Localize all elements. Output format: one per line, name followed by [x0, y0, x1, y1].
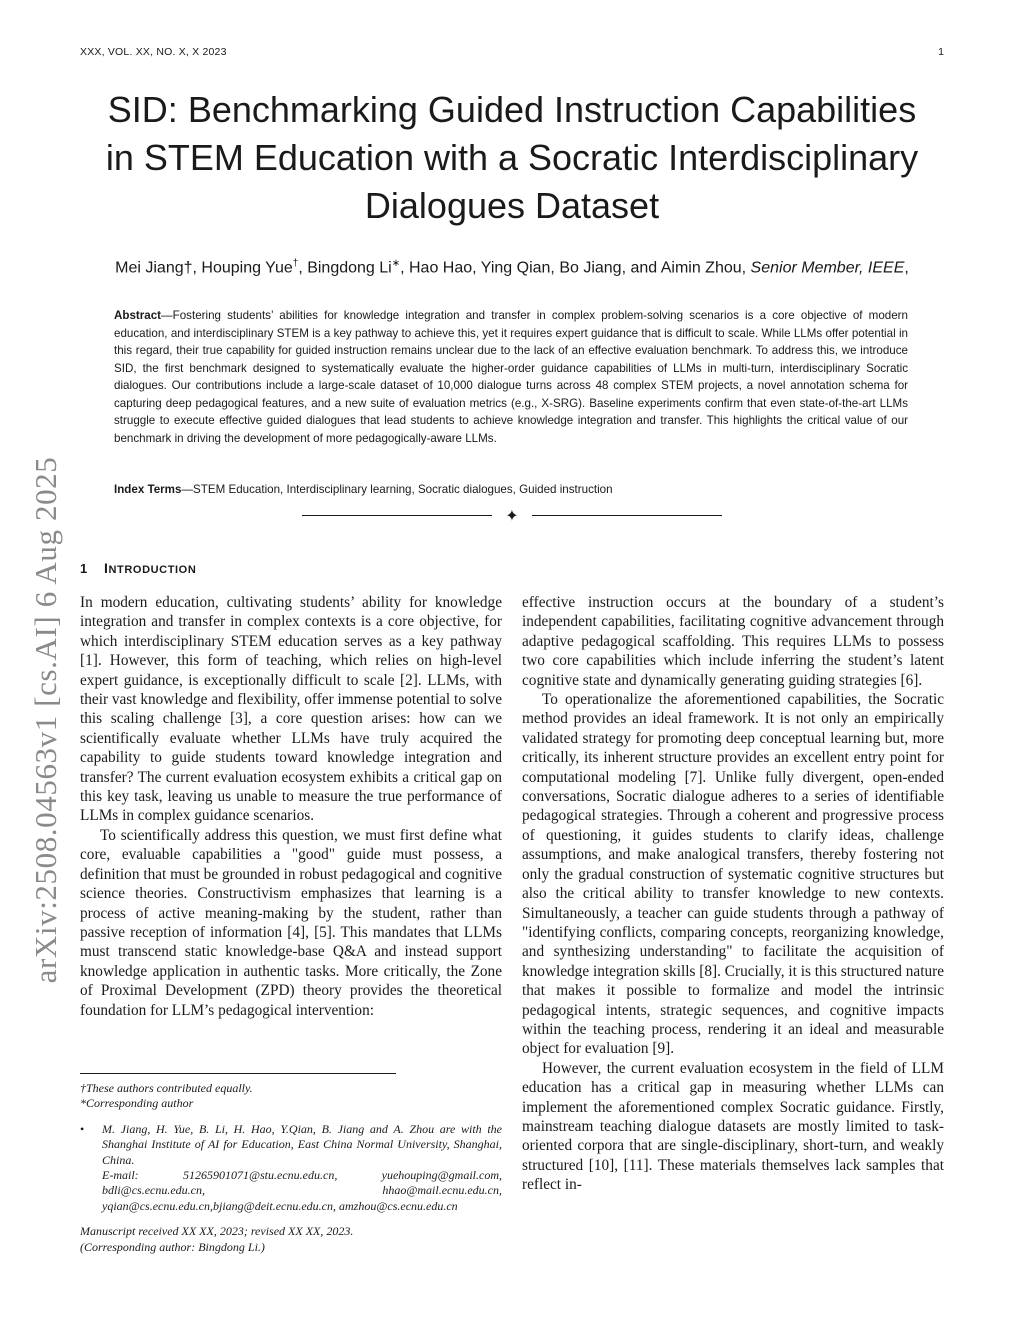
footnote-equal-contribution: †These authors contributed equally.	[80, 1081, 253, 1095]
section-divider	[302, 506, 722, 526]
dagger-mark: †	[292, 258, 299, 269]
arxiv-identifier[interactable]: arXiv:2508.04563v1 [cs.AI] 6 Aug 2025	[28, 456, 63, 984]
title-line: SID: Benchmarking Guided Instruction Capabilities	[107, 89, 917, 130]
divider-ornament-icon: ✦	[505, 506, 519, 525]
footnote-corresponding: *Corresponding author	[80, 1096, 194, 1111]
footnote-affiliation-item	[80, 1122, 502, 1214]
footnote-affiliation: M. Jiang, H. Yue, B. Li, H. Hao, Y.Qian, B. Jiang and A. Zhou are with the Shanghai Institute of AI for Education, East China Normal University, Shanghai, China.	[102, 1121, 502, 1167]
footnote-rule	[80, 1073, 396, 1074]
section-heading	[80, 560, 196, 576]
paragraph: In modern education, cultivating students’ ability for knowledge integration and transfer in complex contexts is a core objective, for which interdisciplinary STEM education serves as a key pathway [1]. However, this form of teaching, which relies on high-level expert guidance, is exceptionally difficult to scale [2]. LLMs, with their vast knowledge and flexibility, offer immense potential to solve this scaling challenge [3], a core question arises: how can we scientifically evaluate whether LLMs have truly acquired the capability to guide students toward knowledge integration and transfer? The current evaluation ecosystem exhibits a critical gap on this key task, leaving us unable to measure the true performance of LLMs in complex guidance scenarios.	[80, 594, 502, 825]
section-title-initial: I	[104, 560, 109, 576]
footnote-manuscript: Manuscript received XX XX, 2023; revised XX XX, 2023.	[80, 1224, 354, 1239]
section-number: 1	[80, 561, 88, 576]
title-line: in STEM Education with a Socratic Interdisciplinary	[105, 137, 919, 178]
divider-line	[302, 515, 492, 516]
footnotes	[80, 1081, 502, 1255]
authors-part: Mei Jiang†, Houping Yue	[115, 259, 293, 277]
right-column	[522, 593, 944, 1195]
section-title-rest: NTRODUCTION	[108, 564, 197, 576]
authors-part: ,	[904, 259, 909, 277]
author-role: Senior Member, IEEE	[750, 259, 905, 277]
index-terms-label: Index Terms	[114, 483, 182, 496]
author-list	[80, 258, 944, 277]
running-head: XXX, VOL. XX, NO. X, X 2023	[80, 46, 227, 58]
index-terms-text: —STEM Education, Interdisciplinary learning, Socratic dialogues, Guided instruction	[181, 483, 613, 496]
paragraph: effective instruction occurs at the boundary of a student’s independent capabilities, facilitating cognitive advancement through adaptive pedagogical scaffolding. This requires LLMs to possess two core capabilities which include inferring the student’s latent cognitive state and dynamically generating guiding strategies [6].	[522, 594, 944, 689]
index-terms	[114, 481, 908, 499]
title-line: Dialogues Dataset	[364, 185, 660, 226]
page-number: 1	[938, 46, 944, 58]
footnote-corresponding-author: (Corresponding author: Bingdong Li.)	[80, 1239, 265, 1254]
footnote-emails: E-mail: 51265901071@stu.ecnu.edu.cn, yuehouping@gmail.com, bdli@cs.ecnu.edu.cn, hhao@mail.ecnu.edu.cn, yqian@cs.ecnu.edu.cn,bjiang@deit.ecnu.edu.cn, amzhou@cs.ecnu.edu.cn	[102, 1168, 502, 1213]
abstract	[114, 307, 908, 447]
paragraph: However, the current evaluation ecosystem in the field of LLM education has a critical gap in measuring whether LLMs can implement the aforementioned complex Socratic guidance. Firstly, mainstream teaching dialogue datasets are mostly limited to task-oriented corpora that are single-disciplinary, short-turn, and weakly structured [10], [11]. These materials themselves lack samples that reflect in-	[522, 1059, 944, 1194]
bullet-icon: •	[80, 1121, 85, 1136]
paper-title	[84, 86, 940, 230]
paragraph: To scientifically address this question, we must first define what core, evaluable capabilities a "good" guide must possess, a definition that must be grounded in robust pedagogical and cognitive science theories. Constructivism emphasizes that learning is a process of active meaning-making by the student, rather than passive reception of information [4], [5]. This mandates that LLMs must transcend static knowledge-base Q&A and instead support knowledge application in authentic tasks. More critically, the Zone of Proximal Development (ZPD) theory provides the theoretical foundation for LLM’s pedagogical intervention:	[80, 826, 502, 1019]
abstract-text: —Fostering students’ abilities for knowledge integration and transfer in complex problem-solving scenarios is a core objective of modern education, and interdisciplinary STEM is a key pathway to achieve this, yet it requires expert guidance that is difficult to scale. While LLMs offer potential in this regard, their true capability for guided instruction remains unclear due to the lack of an effective evaluation benchmark. To address this, we introduce SID, the first benchmark designed to systematically evaluate the higher-order guidance capabilities of LLMs in multi-turn, interdisciplinary Socratic dialogues. Our contributions include a large-scale dataset of 10,000 dialogue turns across 48 complex STEM projects, a novel annotation schema for capturing deep pedagogical features, and a new suite of evaluation metrics (e.g., X-SRG). Baseline experiments confirm that even state-of-the-art LLMs struggle to execute effective guided dialogues that lead students to achieve knowledge integration and transfer. This highlights the critical value of our benchmark in driving the development of more pedagogically-aware LLMs.	[114, 309, 908, 445]
abstract-label: Abstract	[114, 309, 162, 322]
corresponding-mark: ∗	[391, 258, 401, 269]
paragraph: To operationalize the aforementioned capabilities, the Socratic method provides an ideal framework. It is not only an empirically validated strategy for promoting deep conceptual learning but, more critically, its inherent structure provides an excellent entry point for computational modeling [7]. Unlike fully divergent, open-ended conversations, Socratic dialogue adheres to a series of identifiable pedagogical strategies. Through a coherent and progressive process of questioning, it guides students to clarify ideas, challenge assumptions, and make analogical transfers, thereby fostering not only the gradual construction of systematic cognitive structures but also the critical ability to transfer knowledge to new contexts. Simultaneously, a teacher can guide students through a pathway of "identifying conflicts, comparing concepts, reorganizing knowledge, and synthesizing understanding" to facilitate the acquisition of knowledge integration skills [8]. Crucially, it is this structured nature that makes it possible to formalize and model the intrinsic pedagogical intents, strategic sequences, and cognitive impacts within the teaching process, rendering it an ideal and measurable object for evaluation [9].	[522, 691, 944, 1058]
authors-part: , Hao Hao, Ying Qian, Bo Jiang, and Aimin Zhou,	[400, 259, 751, 277]
divider-line	[532, 515, 722, 516]
left-column	[80, 593, 502, 1020]
authors-part: , Bingdong Li	[298, 259, 392, 277]
